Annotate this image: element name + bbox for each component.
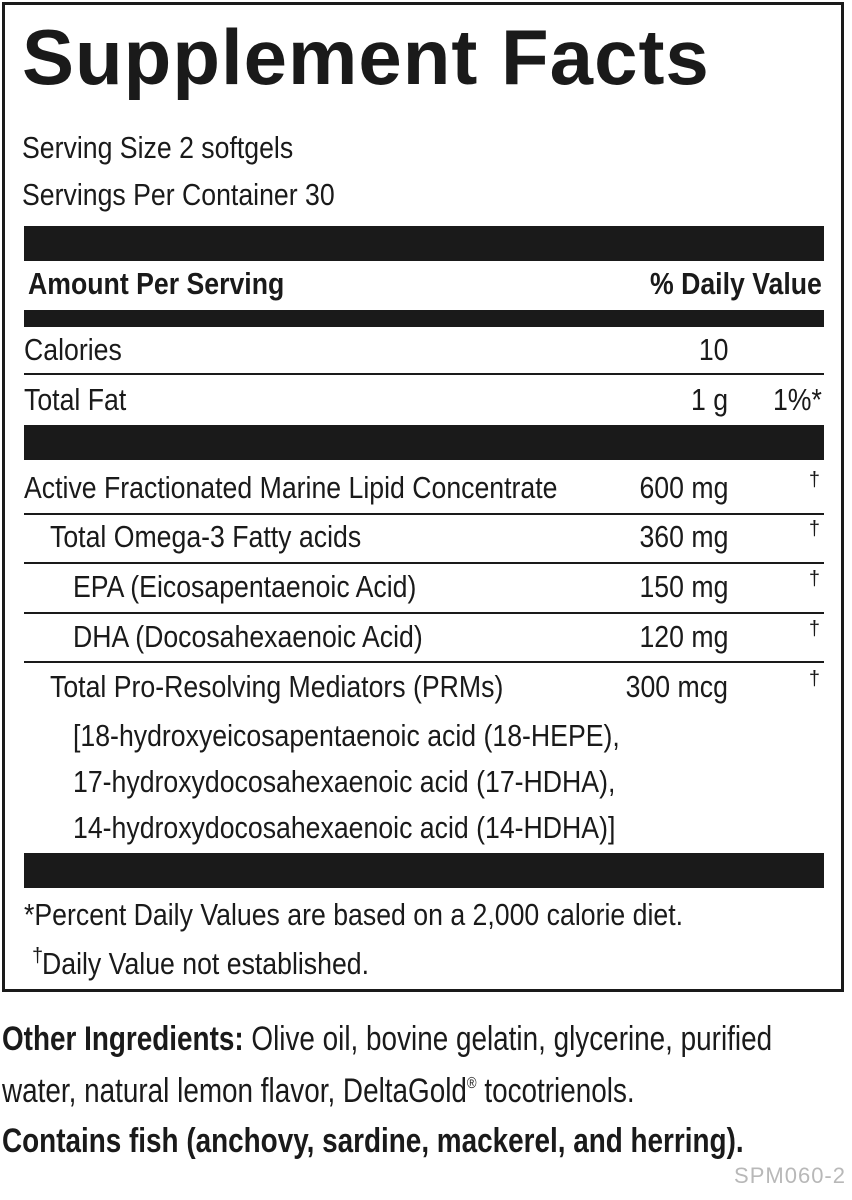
panel-title: Supplement Facts	[22, 13, 710, 101]
serving-size: Serving Size 2 softgels	[22, 130, 294, 165]
footnote-percent-dv: *Percent Daily Values are based on a 2,000 calorie diet.	[24, 897, 684, 932]
other-ingredients-text: tocotrienols.	[476, 1072, 635, 1110]
row-total-fat-dv: 1%*	[773, 382, 822, 417]
row-marine-lipid-amount: 600 mg	[639, 470, 728, 505]
thick-divider	[24, 226, 824, 261]
row-prm-dv: †	[808, 668, 820, 690]
row-marine-lipid-dv: †	[808, 469, 820, 491]
row-dha-amount: 120 mg	[639, 619, 728, 654]
row-epa-name: EPA (Eicosapentaenoic Acid)	[73, 569, 417, 604]
prm-detail-line: 17-hydroxydocosahexaenoic acid (17-HDHA),	[73, 764, 616, 799]
row-calories-name: Calories	[24, 332, 122, 367]
prm-detail-line: [18-hydroxyeicosapentaenoic acid (18-HEPE),	[73, 718, 620, 753]
row-calories-amount: 10	[698, 332, 728, 367]
row-divider	[24, 562, 824, 564]
medium-divider	[24, 310, 824, 327]
row-prm-amount: 300 mcg	[625, 669, 728, 704]
row-divider	[24, 513, 824, 515]
row-epa-amount: 150 mg	[639, 569, 728, 604]
thick-divider	[24, 425, 824, 460]
registered-mark: ®	[466, 1075, 477, 1092]
allergen-statement: Contains fish (anchovy, sardine, mackerel, and herring).	[2, 1122, 744, 1160]
footnote-dagger: †	[32, 945, 44, 967]
row-prm-name: Total Pro-Resolving Mediators (PRMs)	[50, 669, 504, 704]
footnote-dv-not-established: Daily Value not established.	[42, 946, 370, 981]
row-omega3-name: Total Omega-3 Fatty acids	[50, 519, 362, 554]
other-ingredients-text: Olive oil, bovine gelatin, glycerine, purified	[243, 1020, 773, 1058]
other-ingredients-line-1	[2, 1022, 772, 1056]
other-ingredients-label: Other Ingredients:	[2, 1020, 244, 1058]
header-amount-per-serving: Amount Per Serving	[28, 266, 285, 301]
row-marine-lipid-name: Active Fractionated Marine Lipid Concentrate	[24, 470, 558, 505]
row-total-fat-amount: 1 g	[690, 382, 728, 417]
row-omega3-dv: †	[808, 518, 820, 540]
other-ingredients-text: water, natural lemon flavor, DeltaGold	[2, 1072, 467, 1110]
servings-per-container: Servings Per Container 30	[22, 177, 335, 212]
row-divider	[24, 612, 824, 614]
other-ingredients-line-2	[2, 1074, 635, 1108]
row-dha-dv: †	[808, 618, 820, 640]
row-divider	[24, 373, 824, 375]
row-total-fat-name: Total Fat	[24, 382, 127, 417]
row-divider	[24, 661, 824, 663]
row-epa-dv: †	[808, 568, 820, 590]
header-daily-value: % Daily Value	[650, 266, 822, 301]
product-code: SPM060-2	[734, 1163, 846, 1188]
thick-divider	[24, 853, 824, 888]
prm-detail-line: 14-hydroxydocosahexaenoic acid (14-HDHA)]	[73, 810, 616, 845]
row-omega3-amount: 360 mg	[639, 519, 728, 554]
row-dha-name: DHA (Docosahexaenoic Acid)	[73, 619, 423, 654]
